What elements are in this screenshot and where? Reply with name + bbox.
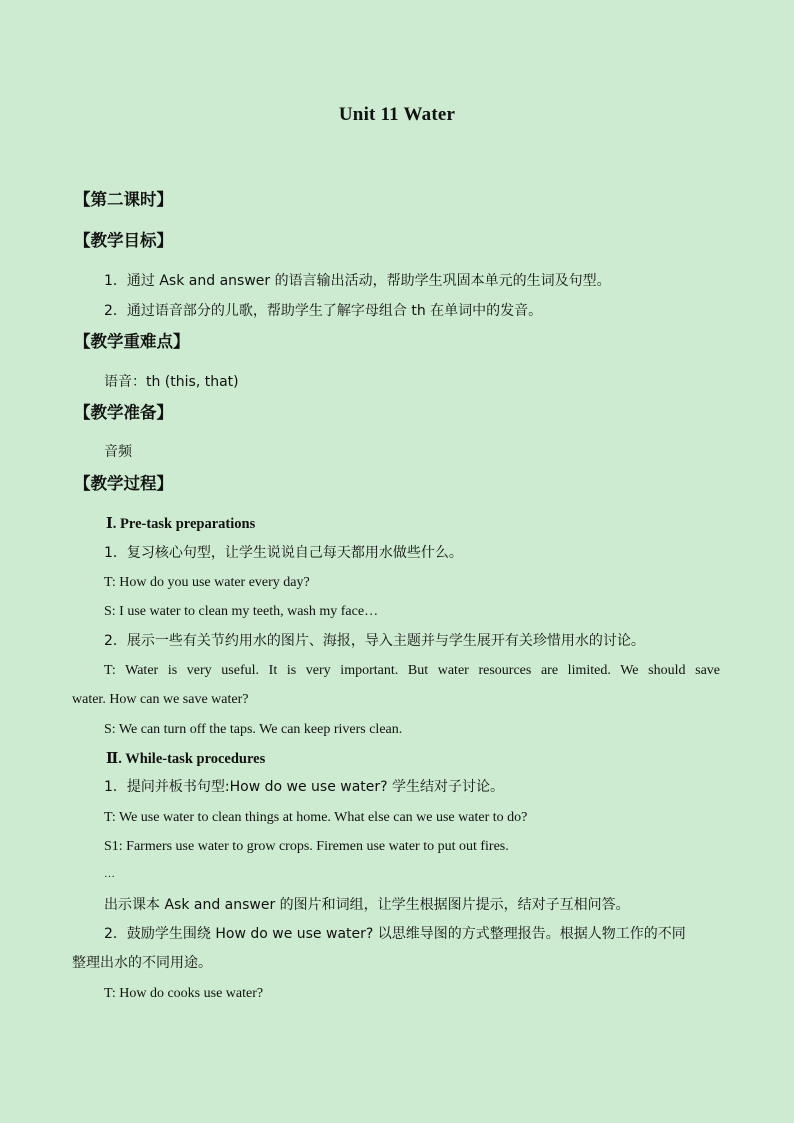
while-task-dialogue-s1: S1: Farmers use water to grow crops. Firemen use water to put out fires. <box>104 839 509 854</box>
section-pre-task: Ⅰ. Pre-task preparations <box>106 516 256 532</box>
pre-task-step-2: 2．展示一些有关节约用水的图片、海报，导入主题并与学生展开有关珍惜用水的讨论。 <box>104 633 645 649</box>
pre-task-dialogue-s1: S: I use water to clean my teeth, wash my face… <box>104 604 379 619</box>
while-task-ellipsis: … <box>104 868 115 880</box>
pre-task-step-1: 1．复习核心句型，让学生说说自己每天都用水做些什么。 <box>104 545 463 561</box>
while-task-step-1: 1．提问并板书句型:How do we use water? 学生结对子讨论。 <box>104 779 505 795</box>
key-point-1: 语音：th (this, that) <box>104 374 239 390</box>
while-task-instruction: 出示课本 Ask and answer 的图片和词组，让学生根据图片提示，结对子互相问答。 <box>104 897 630 913</box>
while-task-dialogue-t1: T: We use water to clean things at home. What else can we use water to do? <box>104 810 528 825</box>
pre-task-dialogue-t2-cont: water. How can we save water? <box>72 692 249 707</box>
while-task-step-2-cont: 整理出水的不同用途。 <box>72 955 212 971</box>
section-while-task: Ⅱ. While-task procedures <box>106 751 266 767</box>
while-task-step-2: 2．鼓励学生围绕 How do we use water? 以思维导图的方式整理报告。根据人物工作的不同 <box>104 926 686 942</box>
pre-task-dialogue-s2: S: We can turn off the taps. We can keep rivers clean. <box>104 722 403 737</box>
heading-preparation: 【教学准备】 <box>74 403 173 422</box>
while-task-dialogue-t2: T: How do cooks use water? <box>104 986 264 1001</box>
heading-process: 【教学过程】 <box>74 474 173 493</box>
document-title: Unit 11 Water <box>338 104 456 125</box>
heading-key-points: 【教学重难点】 <box>74 332 190 351</box>
pre-task-dialogue-t1: T: How do you use water every day? <box>104 575 310 590</box>
heading-lesson: 【第二课时】 <box>74 190 173 209</box>
objective-2: 2．通过语音部分的儿歌，帮助学生了解字母组合 th 在单词中的发音。 <box>104 303 543 319</box>
objective-1: 1．通过 Ask and answer 的语言输出活动，帮助学生巩固本单元的生词及句型。 <box>104 273 611 289</box>
pre-task-dialogue-t2: T: Water is very useful. It is very important. But water resources are limited. We should save <box>104 663 720 678</box>
preparation-1: 音频 <box>104 444 132 460</box>
heading-objectives: 【教学目标】 <box>74 231 173 250</box>
